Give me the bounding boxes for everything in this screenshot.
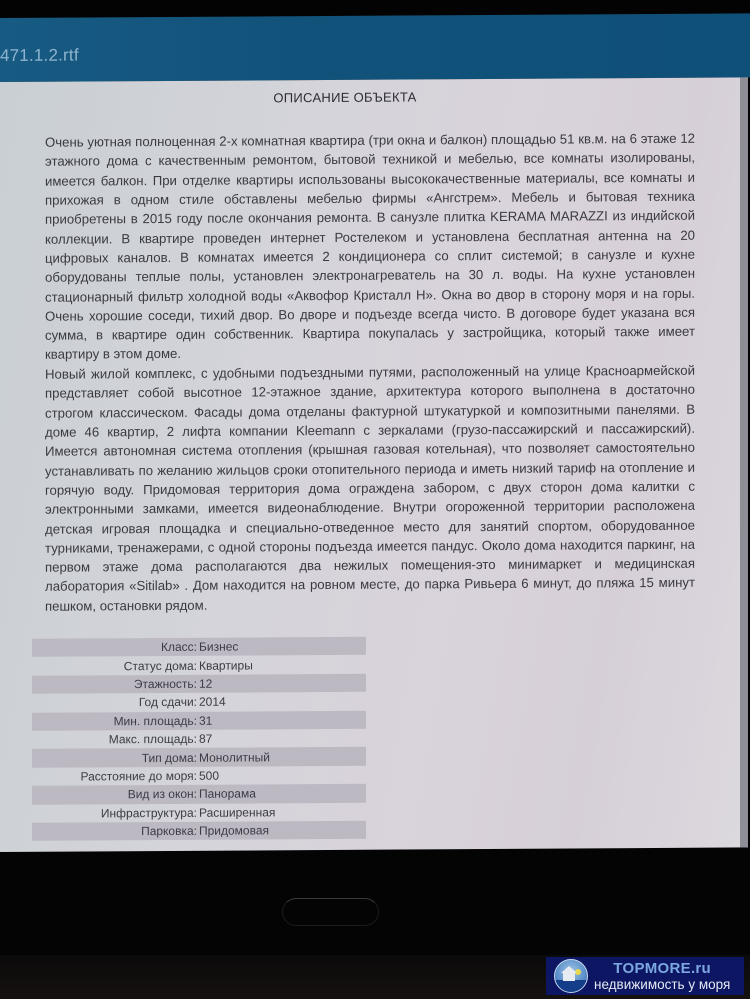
property-row xyxy=(32,710,366,730)
property-value: Расширенная xyxy=(199,805,276,820)
device-home-button[interactable] xyxy=(282,898,379,926)
property-label: Вид из окон: xyxy=(127,787,197,802)
property-value: Бизнес xyxy=(199,639,239,654)
property-row xyxy=(32,674,366,694)
property-row xyxy=(32,637,366,657)
property-row xyxy=(32,747,366,767)
property-label: Мин. площадь: xyxy=(113,713,197,729)
property-value: Панорама xyxy=(199,786,256,802)
property-row xyxy=(32,802,366,822)
property-value: 12 xyxy=(199,676,213,691)
watermark-tagline: недвижимость у моря xyxy=(594,976,731,992)
property-label: Статус дома: xyxy=(123,658,197,673)
property-label: Тип дома: xyxy=(141,750,197,765)
property-label: Инфраструктура: xyxy=(100,805,197,821)
property-row xyxy=(32,729,366,749)
watermark-brand: TOPMORE.ru xyxy=(613,959,712,977)
property-label: Макс. площадь: xyxy=(108,731,197,747)
house-by-sea-logo-icon xyxy=(554,959,588,993)
property-value: 2014 xyxy=(199,694,226,710)
description-paragraph-complex: Новый жилой комплекс, с удобными подъездными путями, расположенный на улице Красноармейской представляет собой высотное 12-этажное здание, архитектура которого выполнена в достаточно строгом классическом. Фасады дома отделаны фактурной штукатуркой и композитными панелями. В доме 46 квартир, 2 лифта компании Kleemann с зеркалами (грузо-пассажирский и пассажирский). Имеется автономная система отопления (крышная газовая котельная), что позволяет самостоятельно устанавливать по желанию жильцов сроки отопительного периода и иметь низкий тариф на отопление и горячую воду. Придомовая территория дома ограждена забором, с двух сторон дома калитки с электронными замками, имеется видеонаблюдение. Внутри огороженной территории расположена детская игровая площадка и специально-отведенное место для занятий спортом, оборудованное турниками, тренажерами, с одной стороны подъезда имеется пандус. Около дома находится паркинг, на первом этаже дома располагаются два нежилых помещения-это минимаркет и медицинская лаборатория «Sitilab» . Дом находится на ровном месте, до парка Ривьера 6 минут, до пляжа 15 минут пешком, остановки рядом. xyxy=(45,362,695,614)
property-value: 87 xyxy=(199,731,213,746)
property-table xyxy=(32,637,366,841)
property-value: Придомовая xyxy=(199,823,270,838)
property-label: Класс: xyxy=(161,639,197,655)
description-paragraph-apartment: Очень уютная полноценная 2-х комнатная квартира (три окна и балкон) площадью 51 кв.м. на 6 этаже 12 этажного дома с качественным ремонтом, бытовой техникой и мебелью, все комнаты изолированы, имеется балкон. При отделке квартиры использованы высококачественные материалы, все комнаты и прихожая в одном стиле обставлены мебелью фирмы «Ангстрем». Мебель и бытовая техника приобретены в 2015 году после окончания ремонта. В санузле плитка KERAMA MARAZZI из индийской коллекции. В квартире проведен интернет Ростелеком и установлена бесплатная антенна на 20 цифровых каналов. В комнатах имеется 2 кондиционера со сплит системой; в санузле и кухне оборудованы теплые полы, установлен электронагреватель на 30 л. воды. На кухне установлен стационарный фильтр холодной воды «Аквофор Кристалл Н». Окна во двор в сторону моря и на горы. Очень хорошие соседи, тихий двор. Во дворе и подъезде всегда чисто. В договоре будет указана вся сумма, в квартире один собственник. Квартира покупалась у застройщика, который также имеет квартиру в этом доме. xyxy=(45,130,695,363)
page-scroll-edge xyxy=(740,77,748,847)
property-row xyxy=(32,784,366,804)
app-toolbar xyxy=(0,13,750,82)
document-file-title: 471.1.2.rtf xyxy=(0,45,79,65)
property-label: Парковка: xyxy=(141,823,197,839)
property-label: Этажность: xyxy=(133,676,197,692)
property-value: 500 xyxy=(199,768,220,783)
property-value: Квартиры xyxy=(199,658,253,673)
property-value: Монолитный xyxy=(199,749,270,765)
document-page[interactable] xyxy=(0,77,748,852)
property-row xyxy=(32,765,366,785)
topmore-watermark xyxy=(546,957,744,995)
property-row xyxy=(32,821,366,841)
property-value: 31 xyxy=(199,713,213,728)
property-row xyxy=(32,655,366,675)
document-heading: ОПИСАНИЕ ОБЪЕКТА xyxy=(273,89,417,106)
property-row xyxy=(32,692,366,712)
property-label: Расстояние до моря: xyxy=(80,768,197,784)
property-label: Год сдачи: xyxy=(138,695,197,710)
